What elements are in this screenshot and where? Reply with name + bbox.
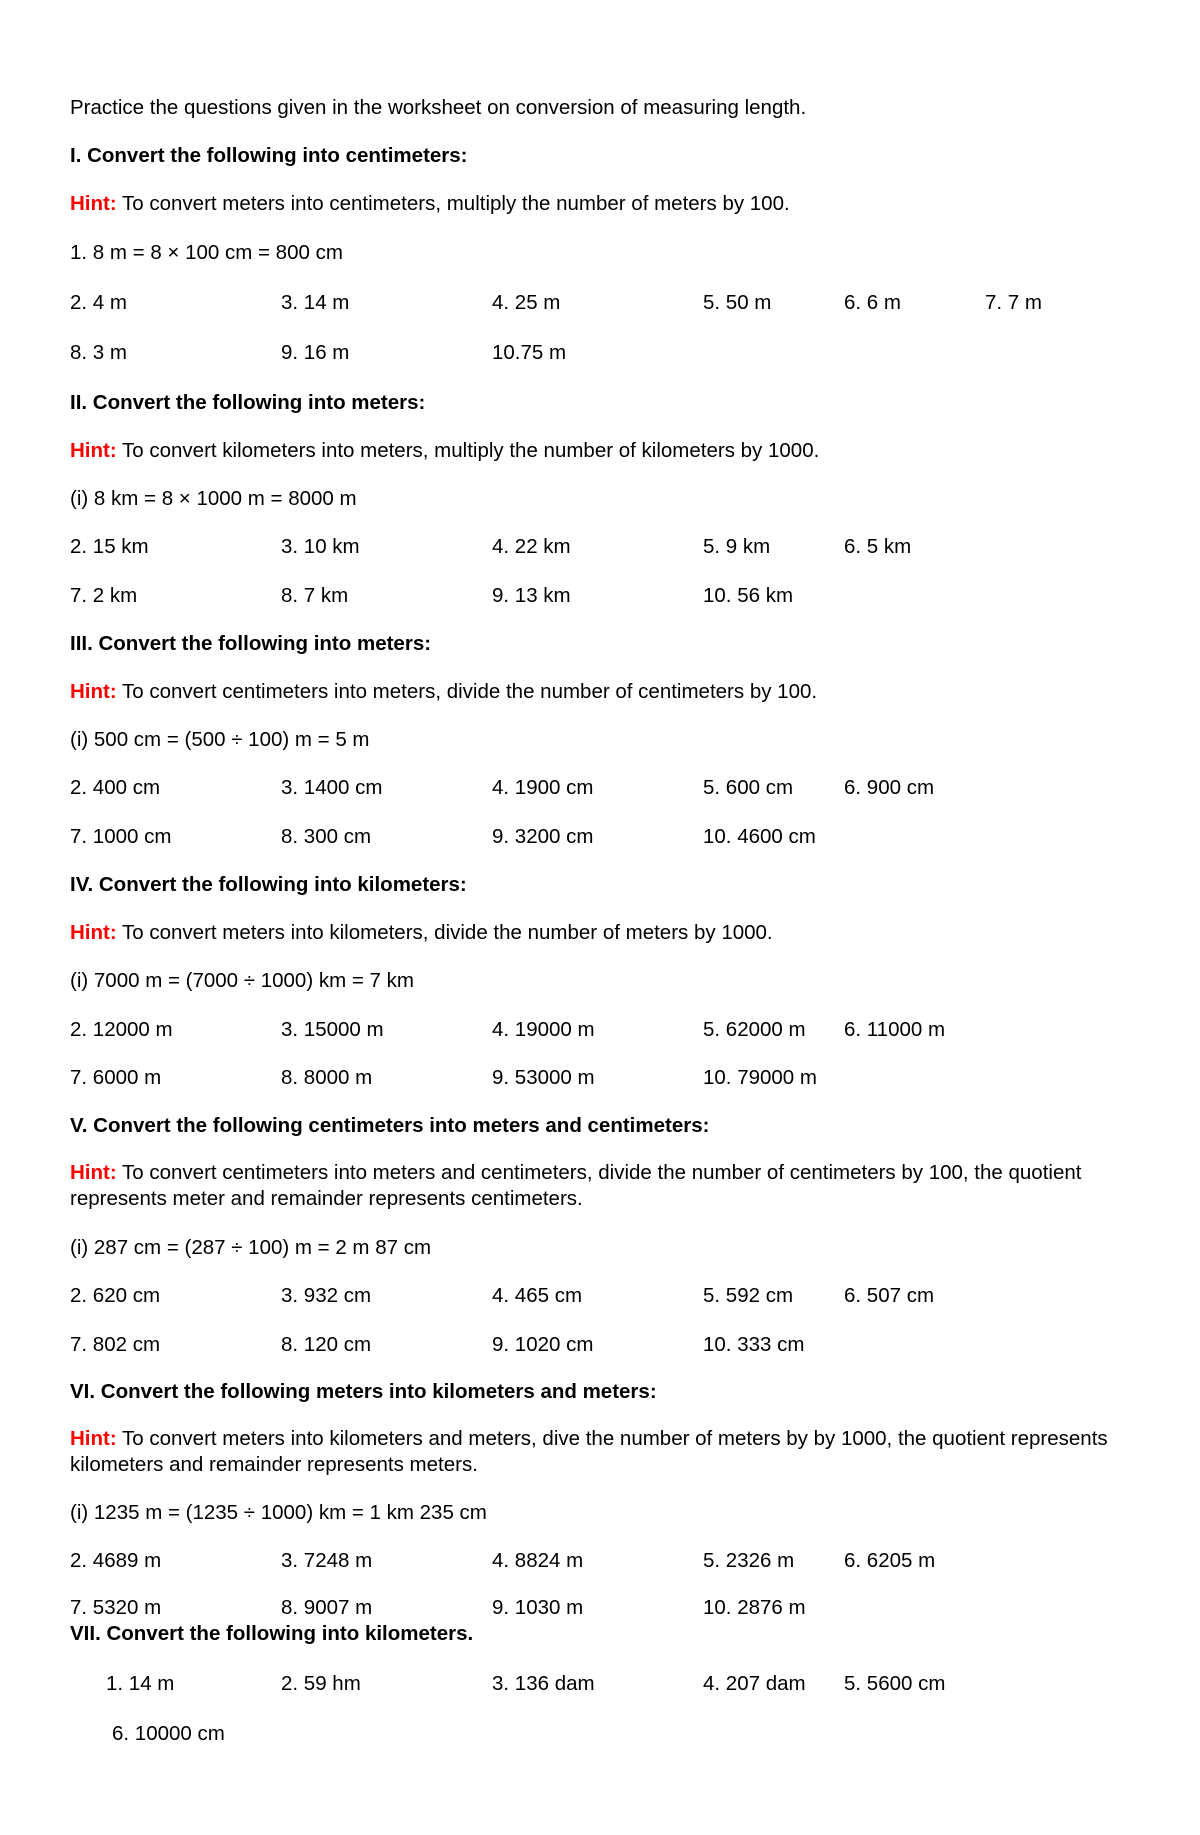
- hint-label: Hint:: [70, 1161, 117, 1184]
- question-item: 3. 7248 m: [281, 1549, 373, 1572]
- section-2-hint: [70, 439, 819, 463]
- question-item: 2. 4 m: [70, 291, 127, 314]
- section-4-example: (i) 7000 m = (7000 ÷ 1000) km = 7 km: [70, 969, 414, 992]
- question-item: 4. 8824 m: [492, 1549, 584, 1572]
- question-item: 3. 15000 m: [281, 1018, 384, 1041]
- question-item: 6. 10000 cm: [112, 1722, 225, 1745]
- hint-label: Hint:: [70, 439, 117, 462]
- section-3-example: (i) 500 cm = (500 ÷ 100) m = 5 m: [70, 728, 370, 751]
- question-item: 4. 25 m: [492, 291, 561, 314]
- question-item: 10. 56 km: [703, 584, 794, 607]
- section-5-hint: [70, 1160, 1180, 1212]
- question-item: 4. 1900 cm: [492, 776, 594, 799]
- question-item: 3. 14 m: [281, 291, 350, 314]
- hint-text: To convert meters into kilometers and meters, dive the number of meters by by 1000, the quotient represents kilometers and remainder represents meters.: [70, 1427, 1108, 1476]
- hint-text: To convert centimeters into meters and centimeters, divide the number of centimeters by 100, the quotient represents meter and remainder represents centimeters.: [70, 1161, 1082, 1210]
- question-item: 2. 12000 m: [70, 1018, 173, 1041]
- hint-text: To convert meters into centimeters, multiply the number of meters by 100.: [116, 192, 790, 215]
- question-item: 3. 10 km: [281, 535, 360, 558]
- question-item: 5. 9 km: [703, 535, 771, 558]
- question-item: 6. 6 m: [844, 291, 901, 314]
- section-4-heading: IV. Convert the following into kilometers:: [70, 873, 467, 896]
- section-4-hint: [70, 921, 773, 945]
- question-item: 5. 592 cm: [703, 1284, 794, 1307]
- question-item: 8. 120 cm: [281, 1333, 372, 1356]
- section-5-heading: V. Convert the following centimeters into meters and centimeters:: [70, 1114, 710, 1137]
- question-item: 10. 79000 m: [703, 1066, 817, 1089]
- section-6-heading: VI. Convert the following meters into kilometers and meters:: [70, 1380, 657, 1403]
- question-item: 2. 4689 m: [70, 1549, 162, 1572]
- section-1-row-2: [0, 341, 1200, 367]
- section-4-row-2: [0, 1066, 1200, 1092]
- question-item: 4. 22 km: [492, 535, 571, 558]
- hint-text: To convert centimeters into meters, divide the number of centimeters by 100.: [116, 680, 818, 703]
- question-item: 10.75 m: [492, 341, 567, 364]
- question-item: 5. 600 cm: [703, 776, 794, 799]
- question-item: 7. 802 cm: [70, 1333, 161, 1356]
- section-6-hint: [70, 1426, 1180, 1478]
- hint-text: To convert kilometers into meters, multiply the number of kilometers by 1000.: [116, 439, 820, 462]
- section-6-row-2: [0, 1596, 1200, 1622]
- question-item: 4. 207 dam: [703, 1672, 806, 1695]
- question-item: 7. 6000 m: [70, 1066, 162, 1089]
- question-item: 8. 300 cm: [281, 825, 372, 848]
- section-3-row-2: [0, 825, 1200, 851]
- question-item: 9. 13 km: [492, 584, 571, 607]
- section-2-heading: II. Convert the following into meters:: [70, 391, 426, 414]
- section-6-example: (i) 1235 m = (1235 ÷ 1000) km = 1 km 235 cm: [70, 1501, 487, 1524]
- question-item: 4. 19000 m: [492, 1018, 595, 1041]
- question-item: 7. 1000 cm: [70, 825, 172, 848]
- section-5-row-2: [0, 1333, 1200, 1359]
- question-item: 9. 1030 m: [492, 1596, 584, 1619]
- question-item: 6. 11000 m: [844, 1018, 946, 1041]
- hint-text: To convert meters into kilometers, divide the number of meters by 1000.: [116, 921, 773, 944]
- question-item: 6. 5 km: [844, 535, 912, 558]
- question-item: 5. 2326 m: [703, 1549, 795, 1572]
- intro-text: Practice the questions given in the worksheet on conversion of measuring length.: [70, 96, 807, 119]
- question-item: 9. 1020 cm: [492, 1333, 594, 1356]
- question-item: 6. 6205 m: [844, 1549, 936, 1572]
- question-item: 10. 333 cm: [703, 1333, 805, 1356]
- question-item: 9. 16 m: [281, 341, 350, 364]
- question-item: 5. 62000 m: [703, 1018, 806, 1041]
- hint-label: Hint:: [70, 680, 117, 703]
- section-1-example: 1. 8 m = 8 × 100 cm = 800 cm: [70, 241, 343, 264]
- question-item: 5. 50 m: [703, 291, 772, 314]
- question-item: 2. 400 cm: [70, 776, 161, 799]
- section-7-heading: VII. Convert the following into kilometers.: [70, 1622, 474, 1645]
- question-item: 2. 59 hm: [281, 1672, 361, 1695]
- section-4-row-1: [0, 1018, 1200, 1044]
- question-item: 10. 2876 m: [703, 1596, 806, 1619]
- section-5-row-1: [0, 1284, 1200, 1310]
- question-item: 10. 4600 cm: [703, 825, 816, 848]
- question-item: 6. 507 cm: [844, 1284, 935, 1307]
- hint-label: Hint:: [70, 192, 117, 215]
- hint-label: Hint:: [70, 1427, 117, 1450]
- question-item: 9. 53000 m: [492, 1066, 595, 1089]
- question-item: 8. 8000 m: [281, 1066, 373, 1089]
- section-5-example: (i) 287 cm = (287 ÷ 100) m = 2 m 87 cm: [70, 1236, 432, 1259]
- section-3-row-1: [0, 776, 1200, 802]
- section-1-hint: [70, 192, 790, 216]
- question-item: 1. 14 m: [106, 1672, 175, 1695]
- section-7-row-2: [0, 1722, 1200, 1748]
- question-item: 2. 15 km: [70, 535, 149, 558]
- section-7-row-1: [0, 1672, 1200, 1698]
- section-2-row-2: [0, 584, 1200, 610]
- hint-label: Hint:: [70, 921, 117, 944]
- section-1-heading: I. Convert the following into centimeters:: [70, 144, 468, 167]
- question-item: 4. 465 cm: [492, 1284, 583, 1307]
- question-item: 8. 3 m: [70, 341, 127, 364]
- question-item: 8. 7 km: [281, 584, 349, 607]
- section-6-row-1: [0, 1549, 1200, 1575]
- question-item: 7. 2 km: [70, 584, 138, 607]
- section-3-hint: [70, 680, 817, 704]
- question-item: 9. 3200 cm: [492, 825, 594, 848]
- question-item: 7. 5320 m: [70, 1596, 162, 1619]
- question-item: 6. 900 cm: [844, 776, 935, 799]
- question-item: 3. 1400 cm: [281, 776, 383, 799]
- section-2-example: (i) 8 km = 8 × 1000 m = 8000 m: [70, 487, 357, 510]
- question-item: 7. 7 m: [985, 291, 1042, 314]
- question-item: 8. 9007 m: [281, 1596, 373, 1619]
- question-item: 3. 932 cm: [281, 1284, 372, 1307]
- question-item: 5. 5600 cm: [844, 1672, 946, 1695]
- section-3-heading: III. Convert the following into meters:: [70, 632, 432, 655]
- question-item: 3. 136 dam: [492, 1672, 595, 1695]
- question-item: 2. 620 cm: [70, 1284, 161, 1307]
- section-1-row-1: [0, 291, 1200, 317]
- section-2-row-1: [0, 535, 1200, 561]
